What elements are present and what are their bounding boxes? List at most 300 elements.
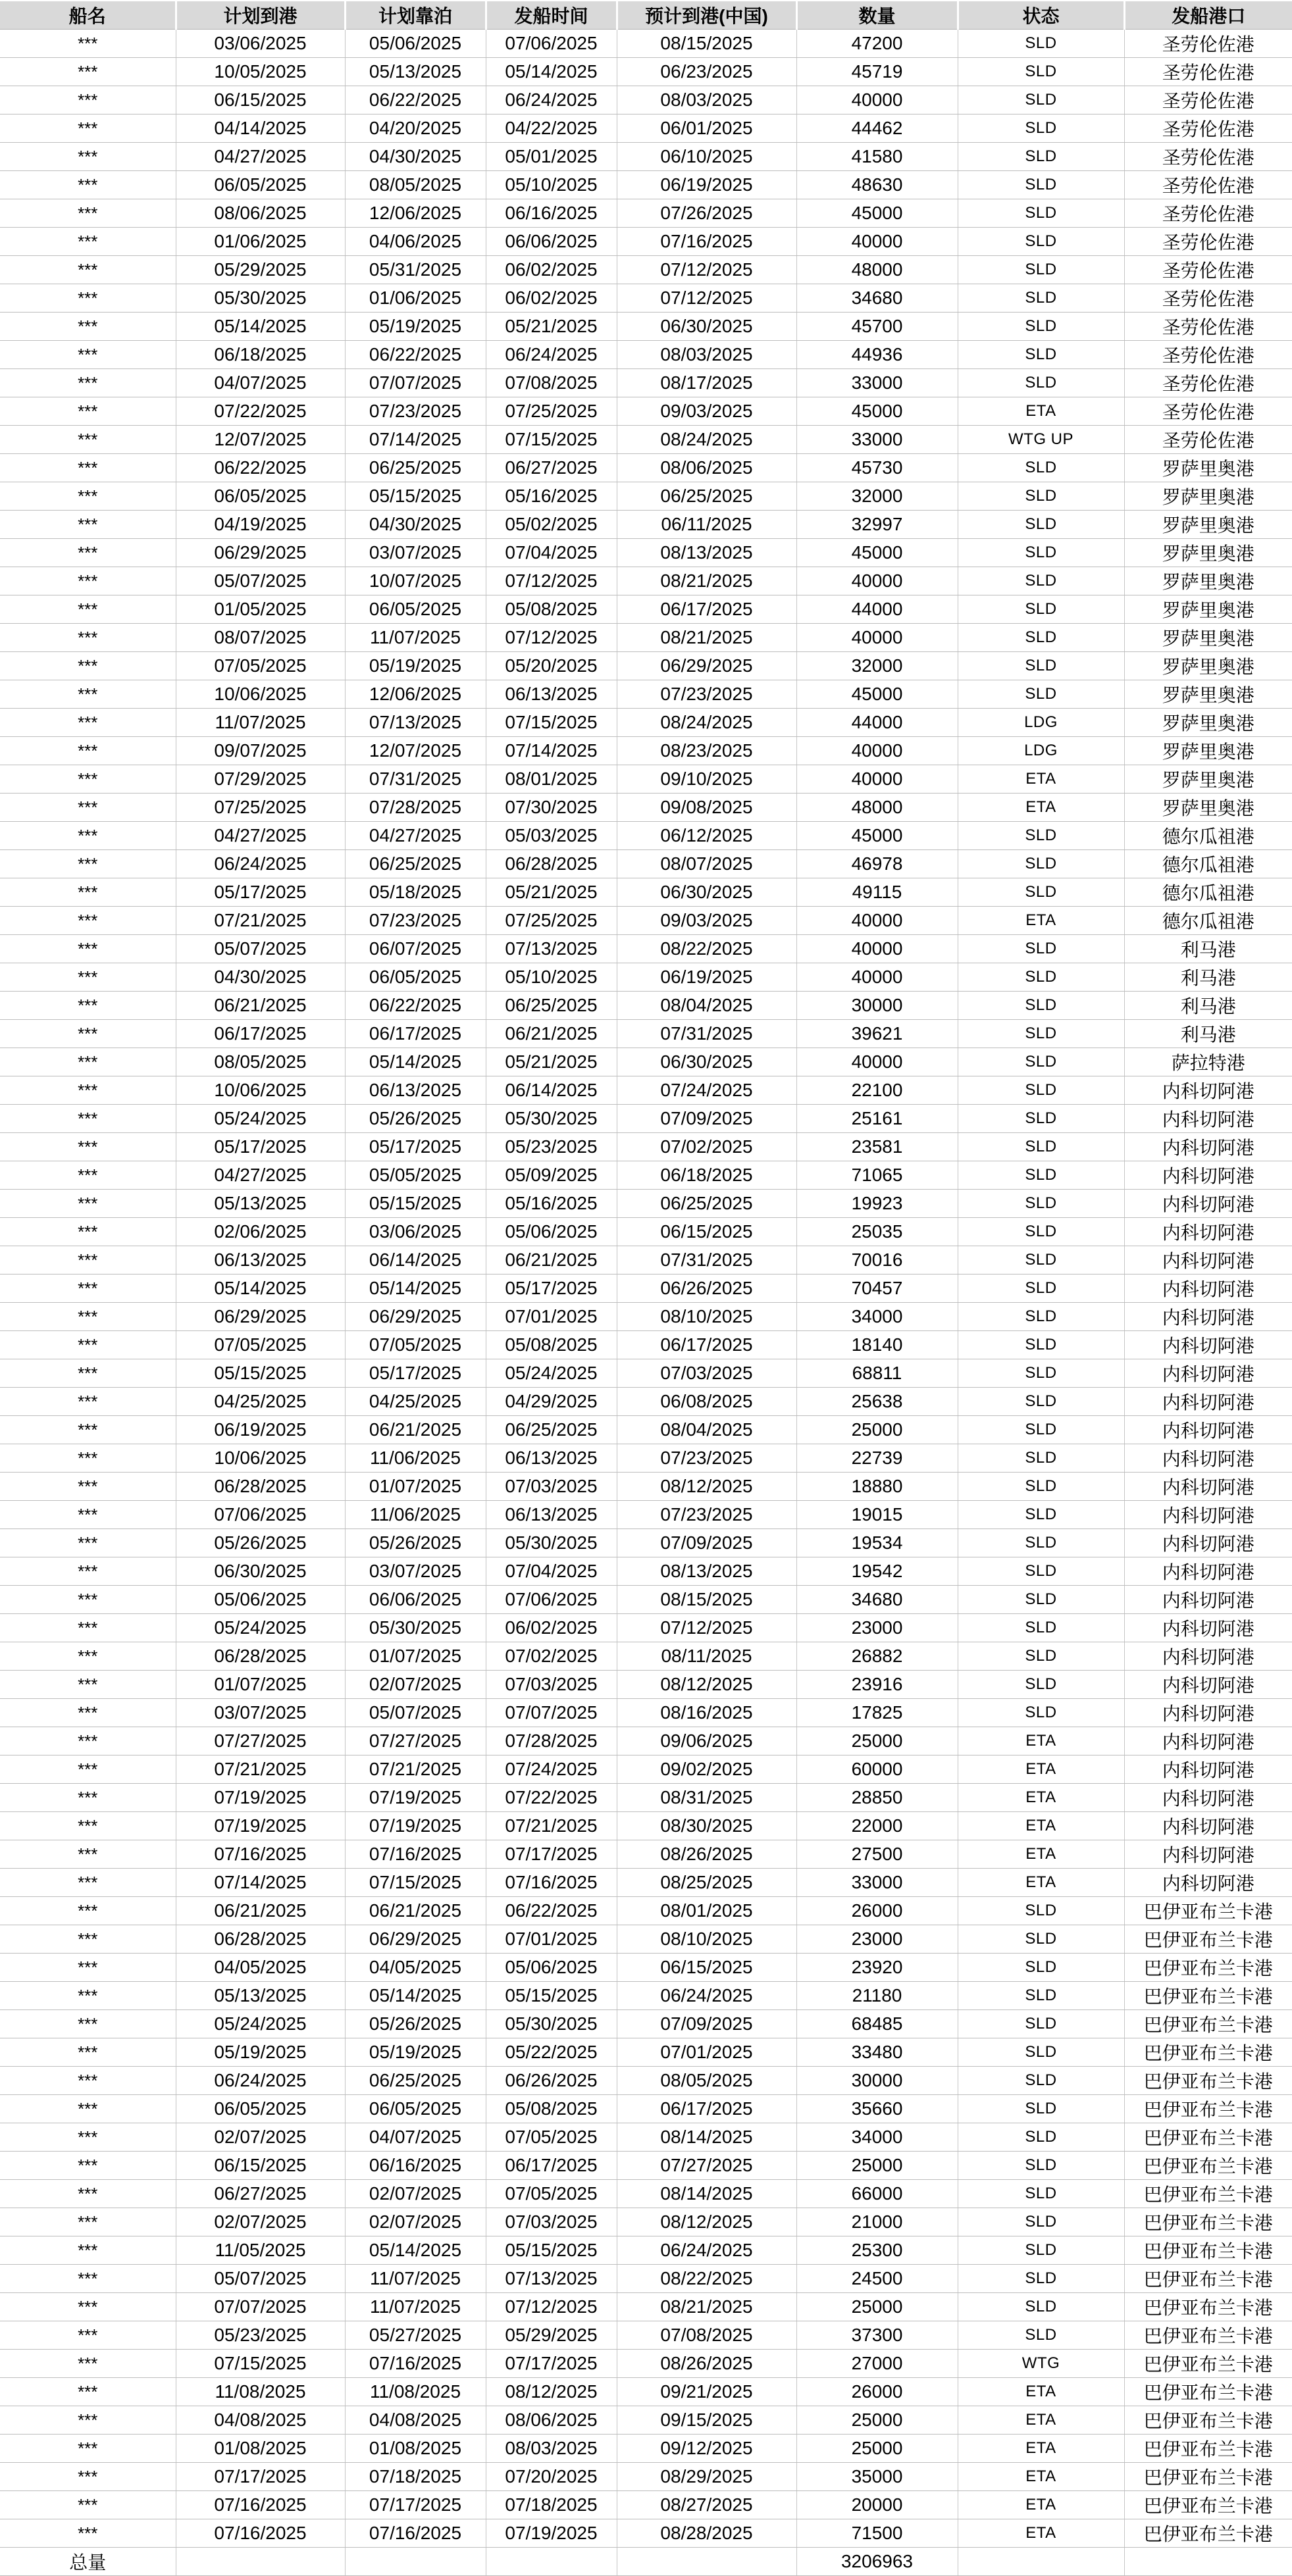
cell-planned-berthing: 01/07/2025 bbox=[345, 1642, 486, 1671]
cell-departure-time: 06/02/2025 bbox=[486, 284, 617, 313]
cell-quantity: 70457 bbox=[796, 1275, 958, 1303]
cell-departure-time: 07/06/2025 bbox=[486, 30, 617, 58]
cell-planned-arrival: 07/07/2025 bbox=[176, 2293, 345, 2321]
cell-quantity: 28850 bbox=[796, 1784, 958, 1812]
cell-status: SLD bbox=[958, 86, 1124, 114]
cell-planned-berthing: 05/19/2025 bbox=[345, 2038, 486, 2067]
cell-departure-port: 内科切阿港 bbox=[1124, 1699, 1292, 1727]
cell-planned-arrival: 11/07/2025 bbox=[176, 709, 345, 737]
cell-departure-port: 德尔瓜祖港 bbox=[1124, 850, 1292, 878]
cell-planned-berthing: 07/16/2025 bbox=[345, 2519, 486, 2548]
cell-quantity: 30000 bbox=[796, 992, 958, 1020]
total-label-cell: 总量 bbox=[0, 2548, 176, 2576]
cell-planned-berthing: 05/26/2025 bbox=[345, 2010, 486, 2038]
cell-ship-name: *** bbox=[0, 935, 176, 963]
cell-departure-time: 07/30/2025 bbox=[486, 794, 617, 822]
cell-quantity: 33000 bbox=[796, 426, 958, 454]
cell-planned-arrival: 05/24/2025 bbox=[176, 1614, 345, 1642]
cell-planned-arrival: 06/15/2025 bbox=[176, 86, 345, 114]
table-row bbox=[0, 1416, 1292, 1444]
cell-planned-berthing: 05/17/2025 bbox=[345, 1133, 486, 1161]
cell-ship-name: *** bbox=[0, 1416, 176, 1444]
cell-planned-arrival: 07/19/2025 bbox=[176, 1812, 345, 1840]
cell-departure-time: 05/09/2025 bbox=[486, 1161, 617, 1190]
cell-ship-name: *** bbox=[0, 963, 176, 992]
cell-ship-name: *** bbox=[0, 878, 176, 907]
cell-status: SLD bbox=[958, 567, 1124, 595]
cell-eta-china: 09/02/2025 bbox=[617, 1755, 796, 1784]
table-row bbox=[0, 1473, 1292, 1501]
cell-departure-time: 05/30/2025 bbox=[486, 1529, 617, 1557]
cell-quantity: 21180 bbox=[796, 1982, 958, 2010]
cell-status: SLD bbox=[958, 2067, 1124, 2095]
table-row bbox=[0, 426, 1292, 454]
table-row bbox=[0, 2208, 1292, 2236]
cell-quantity: 68485 bbox=[796, 2010, 958, 2038]
cell-departure-port: 巴伊亚布兰卡港 bbox=[1124, 2293, 1292, 2321]
cell-departure-time: 05/30/2025 bbox=[486, 1105, 617, 1133]
cell-eta-china: 08/07/2025 bbox=[617, 850, 796, 878]
cell-empty bbox=[345, 2548, 486, 2576]
table-row bbox=[0, 2265, 1292, 2293]
cell-departure-time: 07/17/2025 bbox=[486, 2350, 617, 2378]
cell-ship-name: *** bbox=[0, 1444, 176, 1473]
cell-departure-time: 07/19/2025 bbox=[486, 2519, 617, 2548]
cell-eta-china: 08/23/2025 bbox=[617, 737, 796, 765]
cell-quantity: 44000 bbox=[796, 595, 958, 624]
cell-ship-name: *** bbox=[0, 228, 176, 256]
cell-quantity: 20000 bbox=[796, 2491, 958, 2519]
cell-departure-port: 内科切阿港 bbox=[1124, 1642, 1292, 1671]
table-row bbox=[0, 2293, 1292, 2321]
cell-departure-time: 07/16/2025 bbox=[486, 1869, 617, 1897]
cell-quantity: 40000 bbox=[796, 86, 958, 114]
cell-ship-name: *** bbox=[0, 2378, 176, 2406]
cell-planned-berthing: 05/27/2025 bbox=[345, 2321, 486, 2350]
cell-ship-name: *** bbox=[0, 1105, 176, 1133]
cell-planned-arrival: 01/07/2025 bbox=[176, 1671, 345, 1699]
table-row bbox=[0, 1331, 1292, 1359]
shipping-schedule-table bbox=[0, 1, 1292, 2576]
cell-planned-arrival: 10/06/2025 bbox=[176, 680, 345, 709]
cell-status: SLD bbox=[958, 2321, 1124, 2350]
cell-departure-time: 06/21/2025 bbox=[486, 1246, 617, 1275]
cell-departure-port: 内科切阿港 bbox=[1124, 1840, 1292, 1869]
cell-planned-berthing: 05/13/2025 bbox=[345, 58, 486, 86]
cell-planned-arrival: 02/07/2025 bbox=[176, 2208, 345, 2236]
cell-status: LDG bbox=[958, 737, 1124, 765]
cell-quantity: 34680 bbox=[796, 1586, 958, 1614]
cell-departure-port: 圣劳伦佐港 bbox=[1124, 171, 1292, 199]
cell-planned-arrival: 06/29/2025 bbox=[176, 539, 345, 567]
cell-departure-time: 05/22/2025 bbox=[486, 2038, 617, 2067]
cell-planned-arrival: 06/27/2025 bbox=[176, 2180, 345, 2208]
cell-departure-port: 内科切阿港 bbox=[1124, 1133, 1292, 1161]
cell-empty bbox=[486, 2548, 617, 2576]
cell-quantity: 46978 bbox=[796, 850, 958, 878]
cell-status: SLD bbox=[958, 1359, 1124, 1388]
cell-quantity: 19542 bbox=[796, 1557, 958, 1586]
cell-planned-arrival: 06/28/2025 bbox=[176, 1473, 345, 1501]
cell-eta-china: 08/04/2025 bbox=[617, 1416, 796, 1444]
cell-ship-name: *** bbox=[0, 680, 176, 709]
cell-status: SLD bbox=[958, 2208, 1124, 2236]
cell-departure-time: 06/13/2025 bbox=[486, 680, 617, 709]
cell-planned-berthing: 01/07/2025 bbox=[345, 1473, 486, 1501]
cell-eta-china: 08/21/2025 bbox=[617, 624, 796, 652]
cell-eta-china: 08/28/2025 bbox=[617, 2519, 796, 2548]
cell-departure-time: 05/16/2025 bbox=[486, 482, 617, 511]
cell-departure-port: 圣劳伦佐港 bbox=[1124, 228, 1292, 256]
table-row bbox=[0, 1755, 1292, 1784]
cell-eta-china: 08/01/2025 bbox=[617, 1897, 796, 1925]
cell-eta-china: 06/30/2025 bbox=[617, 313, 796, 341]
table-row bbox=[0, 2152, 1292, 2180]
cell-planned-berthing: 06/05/2025 bbox=[345, 595, 486, 624]
cell-status: SLD bbox=[958, 511, 1124, 539]
cell-ship-name: *** bbox=[0, 2491, 176, 2519]
table-row bbox=[0, 963, 1292, 992]
table-row bbox=[0, 397, 1292, 426]
cell-eta-china: 06/26/2025 bbox=[617, 1275, 796, 1303]
cell-planned-berthing: 10/07/2025 bbox=[345, 567, 486, 595]
cell-planned-arrival: 07/05/2025 bbox=[176, 652, 345, 680]
table-row bbox=[0, 2406, 1292, 2435]
cell-planned-arrival: 04/27/2025 bbox=[176, 822, 345, 850]
cell-eta-china: 07/27/2025 bbox=[617, 2152, 796, 2180]
cell-planned-berthing: 05/17/2025 bbox=[345, 1359, 486, 1388]
table-row bbox=[0, 114, 1292, 143]
cell-eta-china: 07/09/2025 bbox=[617, 2010, 796, 2038]
cell-planned-berthing: 06/21/2025 bbox=[345, 1416, 486, 1444]
cell-planned-berthing: 04/07/2025 bbox=[345, 2123, 486, 2152]
cell-status: SLD bbox=[958, 284, 1124, 313]
cell-status: SLD bbox=[958, 1275, 1124, 1303]
cell-departure-port: 内科切阿港 bbox=[1124, 1784, 1292, 1812]
cell-eta-china: 06/24/2025 bbox=[617, 1982, 796, 2010]
cell-departure-port: 圣劳伦佐港 bbox=[1124, 341, 1292, 369]
cell-quantity: 22100 bbox=[796, 1076, 958, 1105]
cell-planned-berthing: 07/21/2025 bbox=[345, 1755, 486, 1784]
cell-planned-arrival: 01/06/2025 bbox=[176, 228, 345, 256]
cell-departure-port: 罗萨里奥港 bbox=[1124, 511, 1292, 539]
cell-eta-china: 08/27/2025 bbox=[617, 2491, 796, 2519]
cell-empty bbox=[617, 2548, 796, 2576]
cell-departure-time: 05/08/2025 bbox=[486, 2095, 617, 2123]
cell-departure-port: 内科切阿港 bbox=[1124, 1190, 1292, 1218]
cell-quantity: 23000 bbox=[796, 1925, 958, 1954]
cell-planned-berthing: 05/19/2025 bbox=[345, 652, 486, 680]
cell-departure-port: 内科切阿港 bbox=[1124, 1246, 1292, 1275]
cell-status: SLD bbox=[958, 454, 1124, 482]
cell-status: SLD bbox=[958, 1416, 1124, 1444]
cell-eta-china: 08/25/2025 bbox=[617, 1869, 796, 1897]
table-row bbox=[0, 1105, 1292, 1133]
cell-planned-arrival: 07/27/2025 bbox=[176, 1727, 345, 1755]
cell-eta-china: 06/25/2025 bbox=[617, 1190, 796, 1218]
cell-quantity: 32000 bbox=[796, 482, 958, 511]
cell-quantity: 40000 bbox=[796, 228, 958, 256]
cell-departure-time: 05/10/2025 bbox=[486, 171, 617, 199]
table-row bbox=[0, 1218, 1292, 1246]
cell-departure-port: 罗萨里奥港 bbox=[1124, 765, 1292, 794]
cell-status: SLD bbox=[958, 1303, 1124, 1331]
cell-departure-time: 08/12/2025 bbox=[486, 2378, 617, 2406]
cell-planned-berthing: 06/16/2025 bbox=[345, 2152, 486, 2180]
cell-eta-china: 06/18/2025 bbox=[617, 1161, 796, 1190]
cell-quantity: 48000 bbox=[796, 794, 958, 822]
cell-departure-time: 05/14/2025 bbox=[486, 58, 617, 86]
cell-departure-time: 08/01/2025 bbox=[486, 765, 617, 794]
cell-planned-arrival: 04/07/2025 bbox=[176, 369, 345, 397]
cell-departure-time: 04/22/2025 bbox=[486, 114, 617, 143]
cell-eta-china: 08/15/2025 bbox=[617, 1586, 796, 1614]
table-row bbox=[0, 2010, 1292, 2038]
table-row bbox=[0, 30, 1292, 58]
cell-planned-arrival: 05/17/2025 bbox=[176, 878, 345, 907]
cell-eta-china: 07/31/2025 bbox=[617, 1246, 796, 1275]
cell-departure-port: 圣劳伦佐港 bbox=[1124, 426, 1292, 454]
cell-departure-time: 06/26/2025 bbox=[486, 2067, 617, 2095]
table-row bbox=[0, 1869, 1292, 1897]
cell-departure-port: 圣劳伦佐港 bbox=[1124, 199, 1292, 228]
table-row bbox=[0, 2038, 1292, 2067]
cell-planned-arrival: 04/27/2025 bbox=[176, 1161, 345, 1190]
cell-eta-china: 06/24/2025 bbox=[617, 2236, 796, 2265]
table-row bbox=[0, 1133, 1292, 1161]
cell-status: SLD bbox=[958, 822, 1124, 850]
cell-quantity: 17825 bbox=[796, 1699, 958, 1727]
cell-status: SLD bbox=[958, 30, 1124, 58]
cell-planned-arrival: 04/08/2025 bbox=[176, 2406, 345, 2435]
cell-planned-arrival: 01/08/2025 bbox=[176, 2435, 345, 2463]
cell-ship-name: *** bbox=[0, 1784, 176, 1812]
cell-eta-china: 07/23/2025 bbox=[617, 1501, 796, 1529]
cell-quantity: 27000 bbox=[796, 2350, 958, 2378]
cell-departure-time: 05/24/2025 bbox=[486, 1359, 617, 1388]
cell-departure-time: 07/05/2025 bbox=[486, 2180, 617, 2208]
cell-planned-berthing: 06/22/2025 bbox=[345, 341, 486, 369]
cell-departure-time: 07/25/2025 bbox=[486, 397, 617, 426]
cell-planned-arrival: 05/24/2025 bbox=[176, 1105, 345, 1133]
cell-quantity: 23920 bbox=[796, 1954, 958, 1982]
cell-departure-port: 圣劳伦佐港 bbox=[1124, 86, 1292, 114]
cell-departure-port: 巴伊亚布兰卡港 bbox=[1124, 2378, 1292, 2406]
cell-departure-time: 05/21/2025 bbox=[486, 313, 617, 341]
cell-quantity: 18140 bbox=[796, 1331, 958, 1359]
cell-planned-arrival: 05/29/2025 bbox=[176, 256, 345, 284]
cell-planned-arrival: 06/15/2025 bbox=[176, 2152, 345, 2180]
cell-status: SLD bbox=[958, 2265, 1124, 2293]
cell-departure-port: 罗萨里奥港 bbox=[1124, 652, 1292, 680]
table-row bbox=[0, 1359, 1292, 1388]
cell-planned-berthing: 04/06/2025 bbox=[345, 228, 486, 256]
cell-eta-china: 09/03/2025 bbox=[617, 907, 796, 935]
column-header-quantity: 数量 bbox=[796, 1, 958, 30]
cell-ship-name: *** bbox=[0, 1727, 176, 1755]
cell-quantity: 34680 bbox=[796, 284, 958, 313]
cell-planned-berthing: 05/19/2025 bbox=[345, 313, 486, 341]
cell-ship-name: *** bbox=[0, 199, 176, 228]
cell-status: SLD bbox=[958, 1671, 1124, 1699]
cell-planned-arrival: 05/14/2025 bbox=[176, 1275, 345, 1303]
cell-ship-name: *** bbox=[0, 86, 176, 114]
cell-planned-berthing: 06/29/2025 bbox=[345, 1925, 486, 1954]
cell-departure-time: 07/22/2025 bbox=[486, 1784, 617, 1812]
cell-status: SLD bbox=[958, 992, 1124, 1020]
cell-eta-china: 06/17/2025 bbox=[617, 595, 796, 624]
cell-departure-time: 05/15/2025 bbox=[486, 2236, 617, 2265]
cell-eta-china: 08/14/2025 bbox=[617, 2180, 796, 2208]
cell-planned-berthing: 11/06/2025 bbox=[345, 1501, 486, 1529]
cell-ship-name: *** bbox=[0, 2180, 176, 2208]
cell-departure-time: 05/06/2025 bbox=[486, 1954, 617, 1982]
table-row bbox=[0, 313, 1292, 341]
cell-planned-arrival: 07/16/2025 bbox=[176, 1840, 345, 1869]
cell-eta-china: 08/24/2025 bbox=[617, 426, 796, 454]
cell-quantity: 32000 bbox=[796, 652, 958, 680]
table-row bbox=[0, 284, 1292, 313]
cell-eta-china: 06/19/2025 bbox=[617, 171, 796, 199]
cell-eta-china: 07/02/2025 bbox=[617, 1133, 796, 1161]
cell-planned-berthing: 05/05/2025 bbox=[345, 1161, 486, 1190]
cell-ship-name: *** bbox=[0, 539, 176, 567]
cell-departure-port: 圣劳伦佐港 bbox=[1124, 313, 1292, 341]
cell-ship-name: *** bbox=[0, 1275, 176, 1303]
table-row bbox=[0, 1586, 1292, 1614]
cell-departure-time: 08/06/2025 bbox=[486, 2406, 617, 2435]
table-row bbox=[0, 369, 1292, 397]
cell-departure-time: 06/24/2025 bbox=[486, 341, 617, 369]
cell-quantity: 44462 bbox=[796, 114, 958, 143]
cell-departure-time: 06/14/2025 bbox=[486, 1076, 617, 1105]
table-row bbox=[0, 1388, 1292, 1416]
cell-ship-name: *** bbox=[0, 1982, 176, 2010]
cell-status: ETA bbox=[958, 907, 1124, 935]
cell-quantity: 34000 bbox=[796, 2123, 958, 2152]
total-row bbox=[0, 2548, 1292, 2576]
cell-status: ETA bbox=[958, 1784, 1124, 1812]
cell-ship-name: *** bbox=[0, 1303, 176, 1331]
cell-status: SLD bbox=[958, 1076, 1124, 1105]
cell-ship-name: *** bbox=[0, 2406, 176, 2435]
cell-quantity: 40000 bbox=[796, 935, 958, 963]
cell-status: SLD bbox=[958, 1133, 1124, 1161]
cell-quantity: 49115 bbox=[796, 878, 958, 907]
cell-departure-port: 内科切阿港 bbox=[1124, 1869, 1292, 1897]
table-row bbox=[0, 143, 1292, 171]
cell-eta-china: 08/14/2025 bbox=[617, 2123, 796, 2152]
cell-ship-name: *** bbox=[0, 1586, 176, 1614]
cell-departure-port: 利马港 bbox=[1124, 963, 1292, 992]
cell-planned-arrival: 10/05/2025 bbox=[176, 58, 345, 86]
cell-ship-name: *** bbox=[0, 2293, 176, 2321]
cell-planned-berthing: 07/16/2025 bbox=[345, 2350, 486, 2378]
table-row bbox=[0, 1275, 1292, 1303]
cell-ship-name: *** bbox=[0, 1388, 176, 1416]
cell-ship-name: *** bbox=[0, 652, 176, 680]
cell-status: SLD bbox=[958, 1218, 1124, 1246]
cell-planned-berthing: 11/07/2025 bbox=[345, 2293, 486, 2321]
cell-planned-berthing: 06/05/2025 bbox=[345, 963, 486, 992]
table-row bbox=[0, 2491, 1292, 2519]
cell-eta-china: 08/10/2025 bbox=[617, 1303, 796, 1331]
cell-departure-time: 07/06/2025 bbox=[486, 1586, 617, 1614]
cell-departure-port: 巴伊亚布兰卡港 bbox=[1124, 2236, 1292, 2265]
cell-planned-arrival: 07/29/2025 bbox=[176, 765, 345, 794]
cell-quantity: 40000 bbox=[796, 963, 958, 992]
table-row bbox=[0, 86, 1292, 114]
cell-ship-name: *** bbox=[0, 284, 176, 313]
cell-departure-port: 内科切阿港 bbox=[1124, 1105, 1292, 1133]
table-row bbox=[0, 1529, 1292, 1557]
cell-departure-time: 06/24/2025 bbox=[486, 86, 617, 114]
cell-departure-time: 07/17/2025 bbox=[486, 1840, 617, 1869]
cell-status: SLD bbox=[958, 1501, 1124, 1529]
cell-planned-berthing: 07/31/2025 bbox=[345, 765, 486, 794]
cell-status: ETA bbox=[958, 2435, 1124, 2463]
cell-status: SLD bbox=[958, 1190, 1124, 1218]
cell-ship-name: *** bbox=[0, 2208, 176, 2236]
cell-departure-port: 内科切阿港 bbox=[1124, 1218, 1292, 1246]
cell-status: ETA bbox=[958, 1840, 1124, 1869]
cell-planned-berthing: 06/22/2025 bbox=[345, 992, 486, 1020]
cell-ship-name: *** bbox=[0, 2152, 176, 2180]
cell-quantity: 22000 bbox=[796, 1812, 958, 1840]
cell-departure-port: 利马港 bbox=[1124, 935, 1292, 963]
cell-planned-arrival: 07/19/2025 bbox=[176, 1784, 345, 1812]
cell-status: SLD bbox=[958, 539, 1124, 567]
cell-eta-china: 06/17/2025 bbox=[617, 1331, 796, 1359]
cell-status: SLD bbox=[958, 595, 1124, 624]
cell-ship-name: *** bbox=[0, 1557, 176, 1586]
table-row bbox=[0, 1727, 1292, 1755]
cell-status: SLD bbox=[958, 2236, 1124, 2265]
cell-planned-arrival: 11/08/2025 bbox=[176, 2378, 345, 2406]
cell-departure-time: 07/04/2025 bbox=[486, 1557, 617, 1586]
cell-eta-china: 07/09/2025 bbox=[617, 1105, 796, 1133]
cell-eta-china: 08/12/2025 bbox=[617, 1473, 796, 1501]
cell-planned-berthing: 07/14/2025 bbox=[345, 426, 486, 454]
cell-status: ETA bbox=[958, 2406, 1124, 2435]
cell-status: ETA bbox=[958, 2463, 1124, 2491]
cell-departure-port: 内科切阿港 bbox=[1124, 1727, 1292, 1755]
cell-departure-time: 05/20/2025 bbox=[486, 652, 617, 680]
cell-departure-port: 罗萨里奥港 bbox=[1124, 624, 1292, 652]
cell-departure-time: 06/25/2025 bbox=[486, 1416, 617, 1444]
table-row bbox=[0, 1954, 1292, 1982]
table-row bbox=[0, 1076, 1292, 1105]
cell-planned-arrival: 04/14/2025 bbox=[176, 114, 345, 143]
cell-planned-arrival: 04/05/2025 bbox=[176, 1954, 345, 1982]
cell-status: SLD bbox=[958, 1444, 1124, 1473]
cell-departure-port: 内科切阿港 bbox=[1124, 1557, 1292, 1586]
cell-ship-name: *** bbox=[0, 1869, 176, 1897]
table-row bbox=[0, 1246, 1292, 1275]
cell-planned-arrival: 04/19/2025 bbox=[176, 511, 345, 539]
cell-empty bbox=[176, 2548, 345, 2576]
cell-planned-berthing: 07/19/2025 bbox=[345, 1812, 486, 1840]
cell-status: LDG bbox=[958, 709, 1124, 737]
cell-status: SLD bbox=[958, 114, 1124, 143]
cell-departure-port: 内科切阿港 bbox=[1124, 1331, 1292, 1359]
table-row bbox=[0, 2435, 1292, 2463]
cell-eta-china: 08/21/2025 bbox=[617, 2293, 796, 2321]
cell-departure-port: 内科切阿港 bbox=[1124, 1614, 1292, 1642]
cell-quantity: 34000 bbox=[796, 1303, 958, 1331]
cell-eta-china: 09/10/2025 bbox=[617, 765, 796, 794]
cell-planned-berthing: 06/07/2025 bbox=[345, 935, 486, 963]
